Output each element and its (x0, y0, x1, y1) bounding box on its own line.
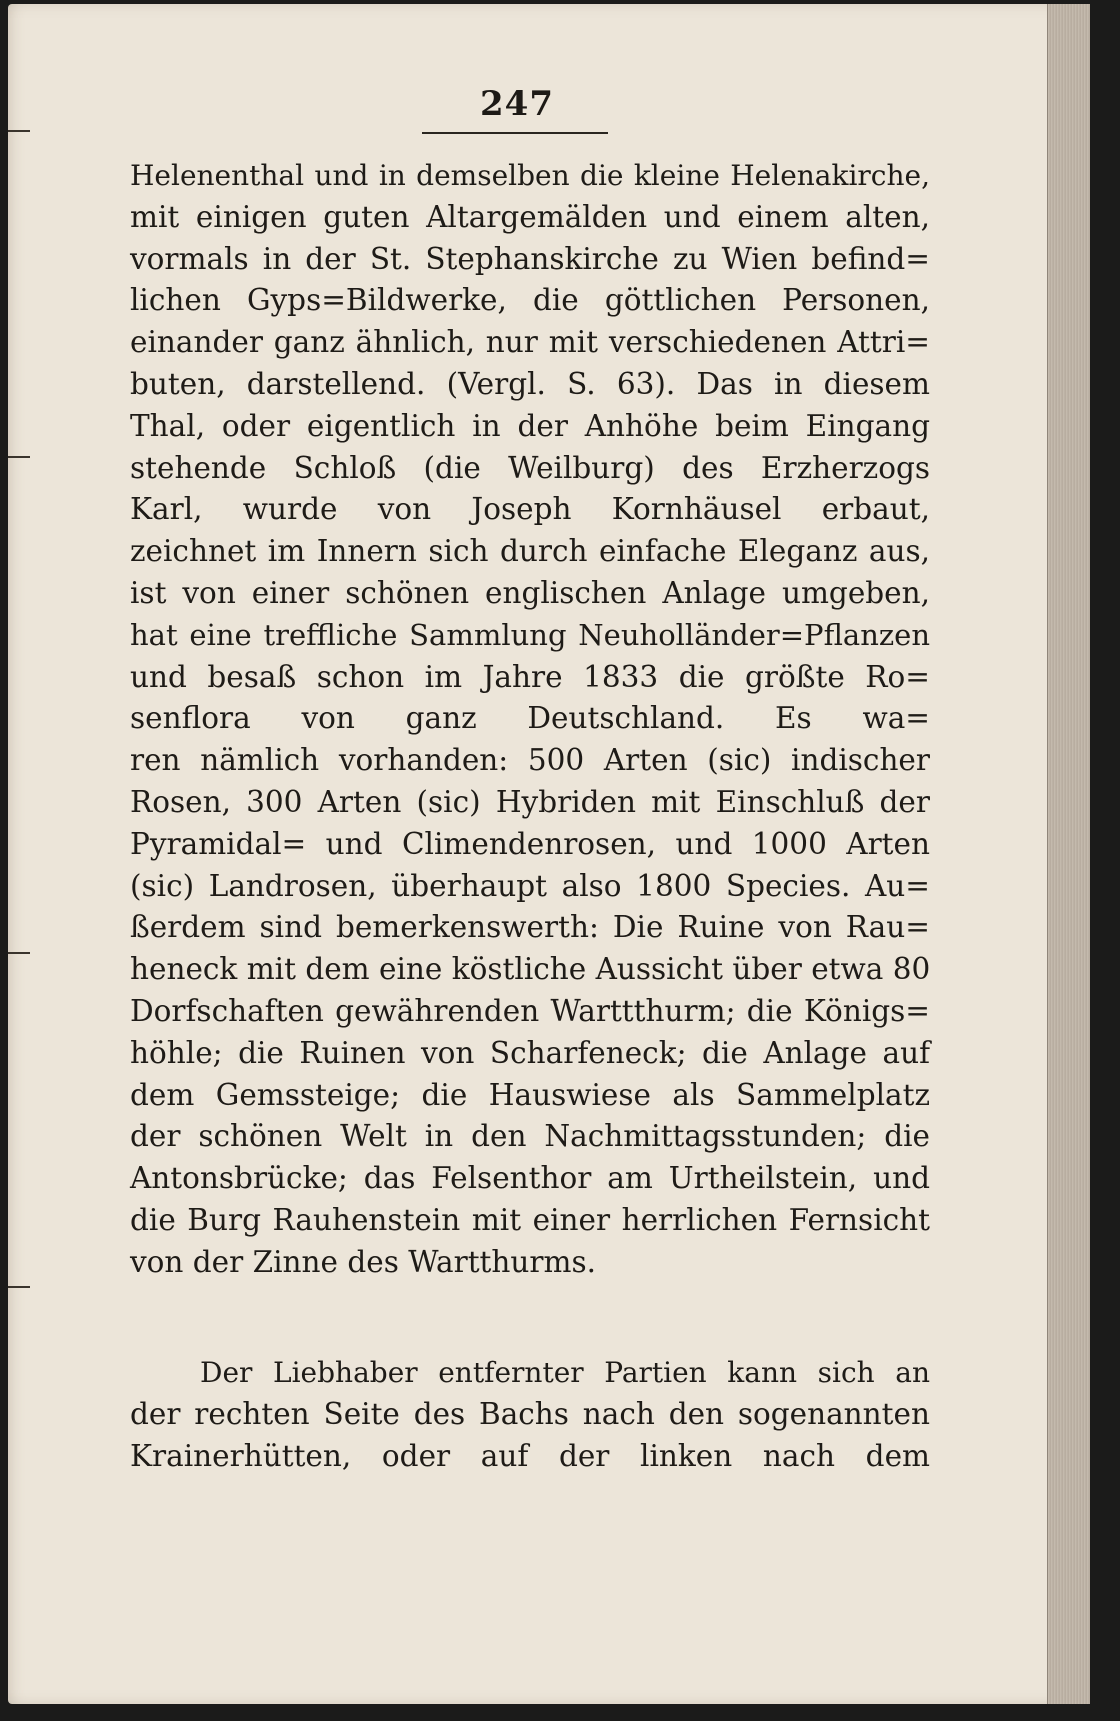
text-line: der schönen Welt in den Nachmittagsstunden; die (130, 1119, 930, 1154)
text-line: heneck mit dem eine köstliche Aussicht über etwa 80 (130, 952, 931, 987)
text-line: Dorfschaften gewährenden Warttthurm; die Königs= (130, 993, 930, 1028)
text-line: Der Liebhaber entfernter Partien kann sich an (200, 1356, 930, 1389)
text-line: Pyramidal= und Climendenrosen, und 1000 Arten (130, 826, 930, 861)
text-line: ßerdem sind bemerkenswerth: Die Ruine von Rau= (130, 910, 930, 945)
text-line: ren nämlich vorhanden: 500 Arten (sic) indischer (130, 743, 930, 778)
text-line: Helenenthal und in demselben die kleine Helenakirche, (130, 159, 930, 192)
text-line: mit einigen guten Altargemälden und einem alten, (130, 199, 930, 234)
text-line: einander ganz ähnlich, nur mit verschiedenen Attri= (130, 325, 930, 360)
paragraph-1 (130, 155, 930, 1284)
text-line: hat eine treffliche Sammlung Neuholländer=Pflanzen (130, 617, 930, 652)
text-line: dem Gemssteige; die Hauswiese als Sammelplatz (130, 1077, 930, 1112)
binding-stitch (8, 130, 30, 132)
text-line: zeichnet im Innern sich durch einfache Eleganz aus, (130, 534, 930, 569)
text-line: (sic) Landrosen, überhaupt also 1800 Species. Au= (130, 868, 930, 903)
text-line: vormals in der St. Stephanskirche zu Wien befind= (130, 241, 930, 276)
binding-stitch (8, 456, 30, 458)
text-line: der rechten Seite des Bachs nach den sogenannten (130, 1396, 930, 1431)
text-line: buten, darstellend. (Vergl. S. 63). Das in diesem (130, 366, 930, 401)
text-line: die Burg Rauhenstein mit einer herrlichen Fernsicht (130, 1202, 930, 1237)
page-number: 247 (480, 84, 554, 124)
paragraph-2 (130, 1352, 930, 1477)
text-line: höhle; die Ruinen von Scharfeneck; die Anlage auf (130, 1035, 930, 1070)
text-line: ist von einer schönen englischen Anlage umgeben, (130, 575, 930, 610)
text-line: Antonsbrücke; das Felsenthor am Urtheilstein, und (130, 1161, 930, 1196)
binding-stitch (8, 1286, 30, 1288)
page-fore-edge (1047, 4, 1090, 1704)
text-line: Rosen, 300 Arten (sic) Hybriden mit Einschluß der (130, 784, 930, 819)
text-line: Krainerhütten, oder auf der linken nach dem (130, 1438, 930, 1473)
text-line: Thal, oder eigentlich in der Anhöhe beim Eingang (130, 408, 930, 443)
text-line: und besaß schon im Jahre 1833 die größte Ro= (130, 659, 930, 694)
text-line: senflora von ganz Deutschland. Es wa= (130, 701, 930, 736)
text-line: lichen Gyps=Bildwerke, die göttlichen Personen, (130, 283, 930, 318)
binding-stitch (8, 952, 30, 954)
text-line: Karl, wurde von Joseph Kornhäusel erbaut, (130, 492, 930, 527)
header-rule (422, 132, 608, 134)
text-line: von der Zinne des Wartthurms. (130, 1244, 596, 1279)
text-line: stehende Schloß (die Weilburg) des Erzherzogs (130, 450, 930, 485)
